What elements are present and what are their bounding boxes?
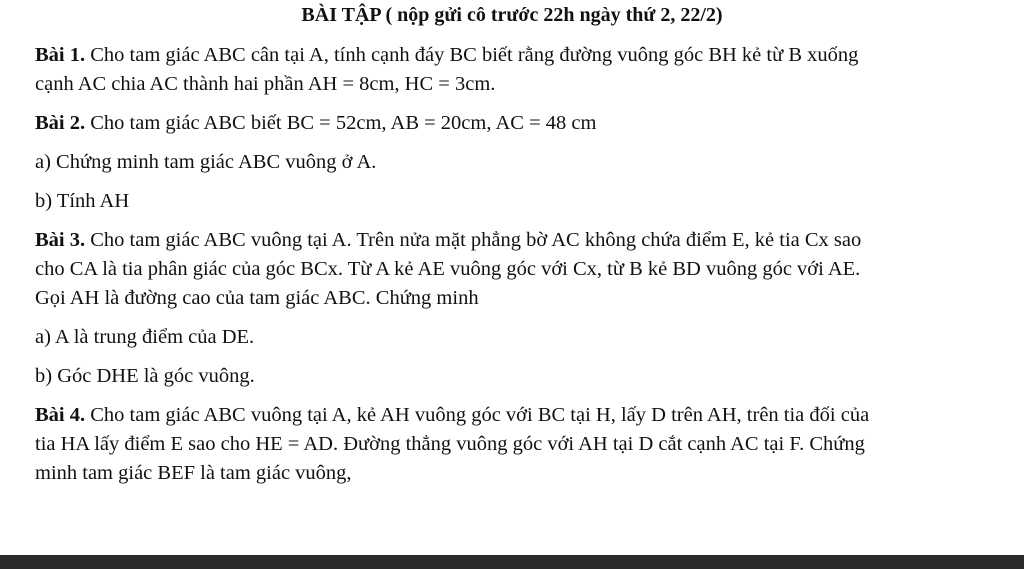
exercise-2-label: Bài 2. <box>35 112 86 134</box>
exercise-1-text-1: Cho tam giác ABC cân tại A, tính cạnh đáy BC biết rằng đường vuông góc BH kẻ từ B xuống <box>85 44 859 66</box>
exercise-1-line-1 <box>35 41 995 70</box>
page-title: BÀI TẬP ( nộp gửi cô trước 22h ngày thứ 2, 22/2) <box>301 4 723 26</box>
exercise-3-part-a: a) A là trung điểm của DE. <box>35 326 255 348</box>
exercise-4-text-1: Cho tam giác ABC vuông tại A, kẻ AH vuông góc với BC tại H, lấy D trên AH, trên tia đối của <box>85 404 870 426</box>
exercise-2 <box>35 109 995 138</box>
exercise-3-line-1 <box>35 226 995 255</box>
exercise-3-text-1: Cho tam giác ABC vuông tại A. Trên nửa mặt phẳng bờ AC không chứa điểm E, kẻ tia Cx sao <box>85 229 862 251</box>
exercise-3-part-b: b) Góc DHE là góc vuông. <box>35 365 255 387</box>
exercise-2-part-a: a) Chứng minh tam giác ABC vuông ở A. <box>35 151 377 173</box>
exercise-1-line-2: cạnh AC chia AC thành hai phần AH = 8cm, HC = 3cm. <box>35 73 496 95</box>
exercise-2-part-b: b) Tính AH <box>35 190 130 212</box>
exercise-4-line-2: tia HA lấy điểm E sao cho HE = AD. Đường thẳng vuông góc với AH tại D cắt cạnh AC tại F. Chứng <box>35 433 865 455</box>
exercise-4-line-3: minh tam giác BEF là tam giác vuông, <box>35 462 352 484</box>
exercise-list <box>35 41 995 498</box>
bottom-edge-bar <box>0 555 1024 569</box>
exercise-4 <box>35 401 995 488</box>
exercise-1-label: Bài 1. <box>35 44 86 66</box>
exercise-2-line-1 <box>35 109 995 138</box>
exercise-4-line-1 <box>35 401 995 430</box>
exercise-3-label: Bài 3. <box>35 229 86 251</box>
exercise-1 <box>35 41 995 99</box>
exercise-4-label: Bài 4. <box>35 404 86 426</box>
exercise-3-line-2: cho CA là tia phân giác của góc BCx. Từ A kẻ AE vuông góc với Cx, từ B kẻ BD vuông góc với AE. <box>35 258 861 280</box>
exercise-2-text-1: Cho tam giác ABC biết BC = 52cm, AB = 20cm, AC = 48 cm <box>85 112 597 134</box>
exercise-3-line-3: Gọi AH là đường cao của tam giác ABC. Chứng minh <box>35 287 479 309</box>
exercise-3 <box>35 226 995 313</box>
